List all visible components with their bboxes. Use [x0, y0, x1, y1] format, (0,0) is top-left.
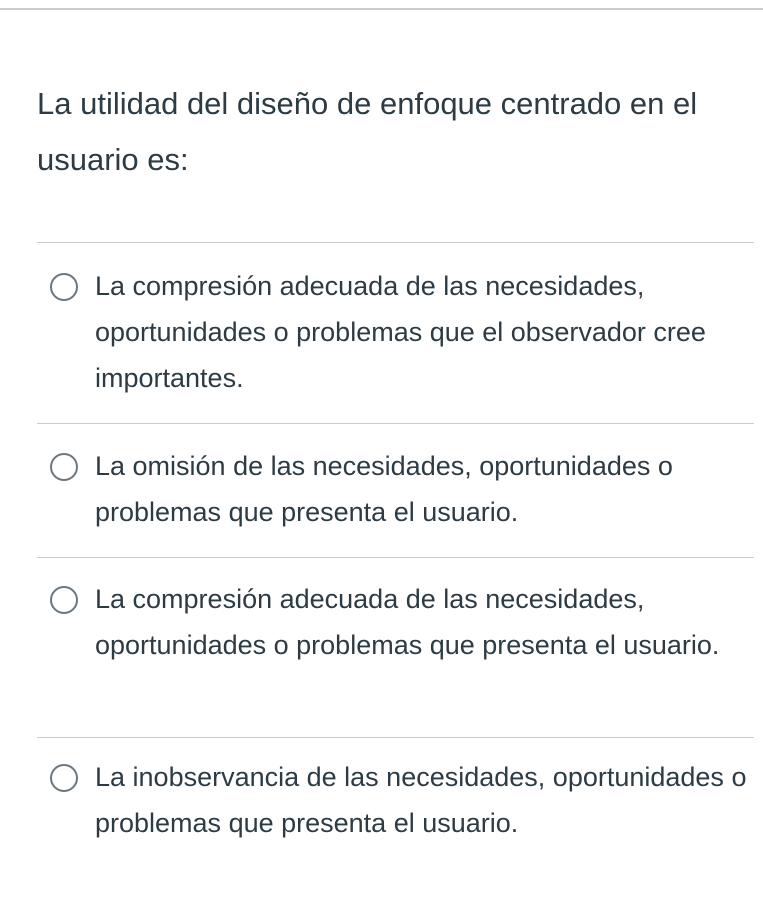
radio-button[interactable] — [50, 453, 78, 481]
answer-label[interactable]: La omisión de las necesidades, oportunidades o problemas que presenta el usuario. — [95, 451, 673, 527]
answer-list — [37, 242, 754, 911]
answer-label[interactable]: La compresión adecuada de las necesidades, oportunidades o problemas que presenta el usuario. — [95, 584, 720, 660]
answer-option-1[interactable] — [37, 242, 754, 423]
question-text: La utilidad del diseño de enfoque centrado en el usuario es: — [37, 86, 698, 177]
top-divider — [0, 0, 763, 10]
answer-label[interactable]: La compresión adecuada de las necesidades, oportunidades o problemas que el observador cree importantes. — [95, 271, 706, 393]
radio-button[interactable] — [50, 586, 78, 614]
answer-option-4[interactable] — [37, 737, 754, 911]
radio-button[interactable] — [50, 273, 78, 301]
answer-option-3[interactable] — [37, 557, 754, 737]
radio-button[interactable] — [50, 764, 78, 792]
answer-label[interactable]: La inobservancia de las necesidades, oportunidades o problemas que presenta el usuario. — [95, 762, 747, 838]
answer-option-2[interactable] — [37, 423, 754, 557]
